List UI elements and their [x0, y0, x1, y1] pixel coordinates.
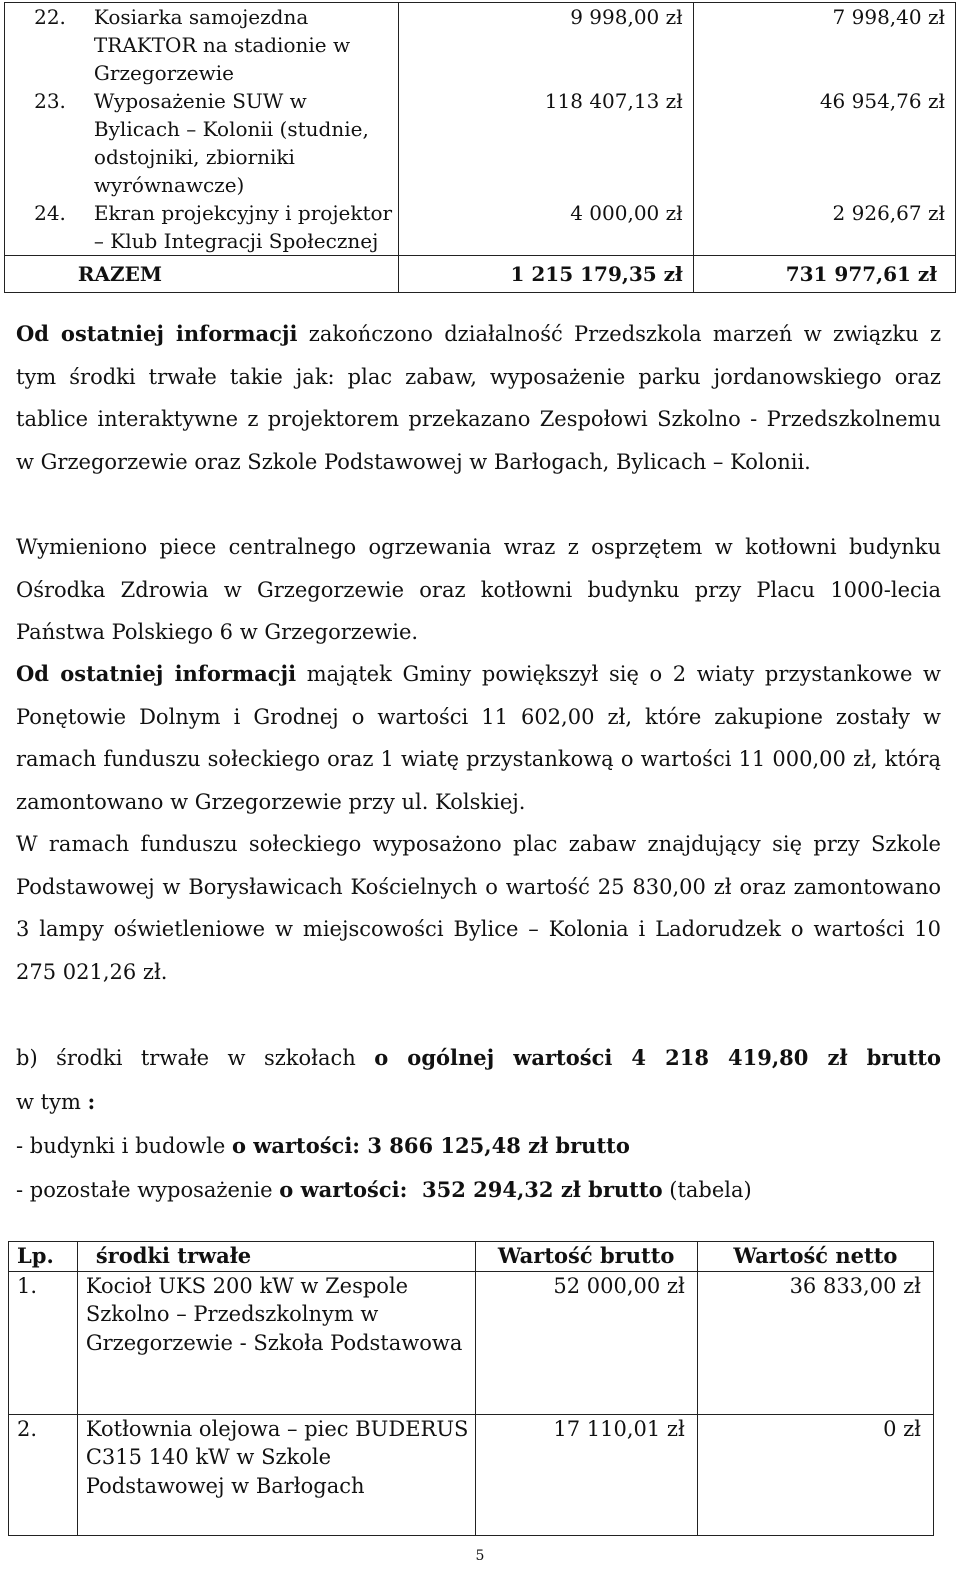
header-asset-name: środki trwałe — [77, 1242, 475, 1272]
summary-colon: : — [87, 1089, 96, 1114]
paragraph-heating-replacement: Wymieniono piece centralnego ogrzewania wraz z osprzętem w kotłowni budynku Ośrodka Zdrowia w Grzegorzewie oraz kotłowni budynku przy Placu 1000-lecia Państwa Polskiego 6 w Grzegorzewie. — [16, 535, 941, 644]
header-value-netto: Wartość netto — [697, 1242, 933, 1272]
paragraph-preschool-closure — [16, 313, 941, 483]
paragraph-bus-shelters — [16, 653, 941, 823]
assets-table-top — [4, 2, 956, 293]
table-row — [5, 87, 956, 199]
total-label: RAZEM — [78, 256, 399, 293]
table-row — [5, 3, 956, 88]
asset-name: Ekran projekcyjny i projektor – Klub Integracji Społecznej — [78, 199, 399, 256]
value-netto: 2 926,67 zł — [693, 199, 955, 256]
paragraph-lead-bold: Od ostatniej informacji — [16, 661, 297, 686]
value-netto: 36 833,00 zł — [697, 1271, 933, 1414]
equipment-value: o wartości: 352 294,32 zł brutto — [279, 1177, 663, 1202]
asset-name: Wyposażenie SUW w Bylicach – Kolonii (studnie, odstojniki, zbiorniki wyrównawcze) — [78, 87, 399, 199]
value-netto: 0 zł — [697, 1414, 933, 1535]
header-lp: Lp. — [9, 1242, 78, 1272]
row-number: 23. — [5, 87, 78, 199]
summary-line-buildings — [16, 1124, 941, 1168]
asset-name: Kocioł UKS 200 kW w Zespole Szkolno – Przedszkolnym w Grzegorzewie - Szkoła Podstawowa — [77, 1271, 475, 1414]
value-brutto: 17 110,01 zł — [475, 1414, 697, 1535]
summary-text: (tabela) — [662, 1178, 752, 1202]
value-brutto: 9 998,00 zł — [398, 3, 693, 88]
total-brutto: 1 215 179,35 zł — [398, 256, 693, 293]
table-row — [9, 1271, 934, 1414]
table-total-row — [5, 256, 956, 293]
school-assets-summary — [16, 1036, 941, 1212]
value-brutto: 4 000,00 zł — [398, 199, 693, 256]
table-row — [5, 199, 956, 256]
asset-name: Kotłownia olejowa – piec BUDERUS C315 140 kW w Szkole Podstawowej w Barłogach — [77, 1414, 475, 1535]
value-netto: 46 954,76 zł — [693, 87, 955, 199]
table-row — [9, 1414, 934, 1535]
paragraph-lead-bold: Od ostatniej informacji — [16, 321, 298, 346]
row-number: 22. — [5, 3, 78, 88]
total-spacer — [5, 256, 78, 293]
summary-text: - pozostałe wyposażenie — [16, 1178, 280, 1202]
paragraph-text: majątek Gminy powiększył się o 2 wiaty przystankowe w Ponętowie Dolnym i Grodnej o wartości 11 602,00 zł, które zakupione zostały w ramach funduszu sołeckiego oraz 1 wiatę przystankową o wartości 11 000,00 zł, którą zamontowano w Grzegorzewie przy ul. Kolskiej. — [16, 662, 941, 814]
value-brutto: 118 407,13 zł — [398, 87, 693, 199]
summary-text: b) środki trwałe w szkołach — [16, 1046, 375, 1070]
summary-text: w tym — [16, 1090, 88, 1114]
value-netto: 7 998,40 zł — [693, 3, 955, 88]
buildings-value: o wartości: 3 866 125,48 zł brutto — [231, 1133, 630, 1158]
paragraph-text: zakończono działalność Przedszkola marzeń w związku z tym środki trwałe takie jak: plac zabaw, wyposażenie parku jordanowskiego oraz tablice interaktywne z projektorem przekazano Zespołowi Szkolno - Przedszkolnemu w Grzegorzewie oraz Szkole Podstawowej w Barłogach, Bylicach – Kolonii. — [16, 322, 942, 474]
asset-name: Kosiarka samojezdna TRAKTOR na stadionie w Grzegorzewie — [78, 3, 399, 88]
table-header-row — [9, 1242, 934, 1272]
school-assets-table — [8, 1241, 934, 1536]
row-number: 2. — [9, 1414, 78, 1535]
value-brutto: 52 000,00 zł — [475, 1271, 697, 1414]
total-netto: 731 977,61 zł — [693, 256, 955, 293]
summary-total-value: o ogólnej wartości 4 218 419,80 zł brutto — [374, 1045, 941, 1070]
row-number: 1. — [9, 1271, 78, 1414]
page-number: 5 — [475, 1548, 485, 1564]
paragraph-playground-lamps: W ramach funduszu sołeckiego wyposażono plac zabaw znajdujący się przy Szkole Podstawowej w Borysławicach Kościelnych o wartość 25 830,00 zł oraz zamontowano 3 lampy oświetleniowe w miejscowości Bylice – Kolonia i Ladorudzek o wartości 10 275 021,26 zł. — [16, 832, 941, 984]
summary-line-total — [16, 1036, 941, 1080]
header-value-brutto: Wartość brutto — [475, 1242, 697, 1272]
summary-line-including — [16, 1080, 941, 1124]
summary-line-equipment — [16, 1168, 941, 1212]
summary-text: - budynki i budowle — [16, 1134, 232, 1158]
row-number: 24. — [5, 199, 78, 256]
